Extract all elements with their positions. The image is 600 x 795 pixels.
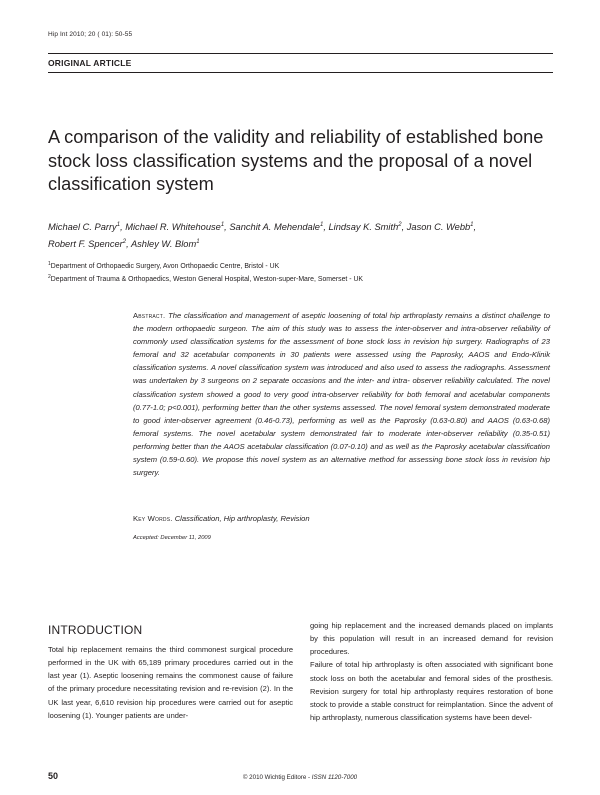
affiliation-text: Department of Orthopaedic Surgery, Avon Orthopaedic Centre, Bristol - UK: [50, 263, 280, 270]
author-affiliation-mark: 1: [319, 222, 324, 228]
accepted-date: Accepted: December 11, 2009: [133, 535, 211, 541]
affiliation-number: 2: [48, 274, 51, 280]
abstract-text: The classification and management of aseptic loosening of total hip arthroplasty remains a distinct challenge to the modern orthopaedic surgeon. The aim of this study was to assess the inter-observer and intra-observer reliability of commonly used classification systems for the assessment of bone stock loss in revision hip surgery. Radiographs of 23 femoral and 32 acetabular components in 30 patients were assessed using the Paprosky, AAOS and Endo-Klinik classification systems. A novel classification system was introduced and also used to assess the radiographs. Assessment was undertaken by 3 surgeons on 2 separate occasions and the inter- and intra- observer reliability calculated. The novel classification system showed a good to very good intra-observer reliability for both femoral and acetabular components (0.77-1.0; p<0.001), performing better than the other systems assessed. The novel femoral system demonstrated moderate to good inter-observer agreement (0.46-0.73), performing as well as the Paprosky (0.63-0.80) and AAOS (0.63-0.68) femoral systems. The novel acetabular system demonstrated fair to moderate inter-observer reliability (0.35-0.51) performing better than the AAOS acetabular classification (0.07-0.10) and as well as the Paprosky acetabular classification system (0.59-0.60). We propose this novel system as an alternative method for assessing bone stock loss in revision hip surgery.: [133, 311, 550, 478]
author-affiliation-mark: 2: [122, 238, 127, 245]
copyright-notice: [0, 774, 600, 781]
author-affiliation-mark: 1: [470, 222, 474, 228]
author: Lindsay K. Smith: [328, 222, 399, 232]
author: Sanchit A. Mehendale: [229, 222, 320, 232]
author: Robert F. Spencer: [48, 238, 123, 249]
affiliation-2: [48, 276, 363, 283]
article-title: A comparison of the validity and reliability of established bone stock loss classification systems and the proposal of a novel classification system: [48, 127, 544, 194]
author: Michael R. Whitehouse: [125, 222, 221, 232]
abstract: [133, 309, 550, 479]
affiliation-text: Department of Trauma & Orthopaedics, Weston General Hospital, Weston-super-Mare, Somerset - UK: [50, 276, 364, 283]
author-list: Michael C. Parry$^1$, Michael R. Whitehouse$^1$, Sanchit A. Mehendale$^1$, Lindsay K. Smith$^2$, Jason C. Webb$^1$, Robert F. Spencer$^2$, Ashley W. Blom$^1$: [48, 222, 477, 249]
author: Michael C. Parry: [48, 222, 117, 232]
section-label: ORIGINAL ARTICLE: [48, 58, 132, 68]
author-affiliation-mark: 1: [220, 222, 225, 228]
introduction-column-left: Total hip replacement remains the third commonest surgical procedure performed in the UK with 65,189 primary procedures carried out in the last year (1). Aseptic loosening remains the commonest cause of failure of the primary procedure necessitating revision and re-revision (2). In the UK last year, 6,610 revision hip procedures were carried out for aseptic loosening (1). Younger patients are under-: [48, 645, 293, 720]
paragraph: going hip replacement and the increased demands placed on implants by this population will result in an increased demand for revision procedures.: [310, 621, 553, 657]
paragraph: Failure of total hip arthroplasty is often associated with significant bone stock loss on both the acetabular and femoral sides of the prosthesis. Revision surgery for total hip arthroplasty requires restoration of bone stock to provide a stable construct for reimplantation. Since the advent of hip arthroplasty, numerous classification systems have been devel-: [310, 660, 553, 723]
author: Ashley W. Blom: [130, 238, 197, 249]
introduction-column-right: [310, 619, 553, 724]
keywords-label: Key Words.: [133, 514, 173, 523]
copyright-text: © 2010 Wichtig Editore -: [242, 774, 312, 781]
author-affiliation-mark: 1: [116, 222, 121, 228]
issn: ISSN 1120-7000: [311, 774, 358, 781]
header-rule-top: [48, 53, 553, 54]
page-number: 50: [48, 771, 59, 781]
author: Jason C. Webb: [406, 222, 471, 232]
author-affiliation-mark: 1: [196, 238, 200, 245]
keywords: [133, 514, 310, 523]
affiliation-1: [48, 263, 279, 270]
keywords-text: Classification, Hip arthroplasty, Revision: [174, 514, 310, 523]
header-rule-bottom: [48, 72, 553, 73]
author-affiliation-mark: 2: [398, 222, 402, 228]
introduction-heading: INTRODUCTION: [48, 623, 143, 637]
journal-reference: Hip Int 2010; 20 ( 01): 50-55: [48, 31, 133, 38]
affiliation-number: 1: [48, 261, 51, 267]
abstract-label: Abstract.: [133, 311, 166, 320]
